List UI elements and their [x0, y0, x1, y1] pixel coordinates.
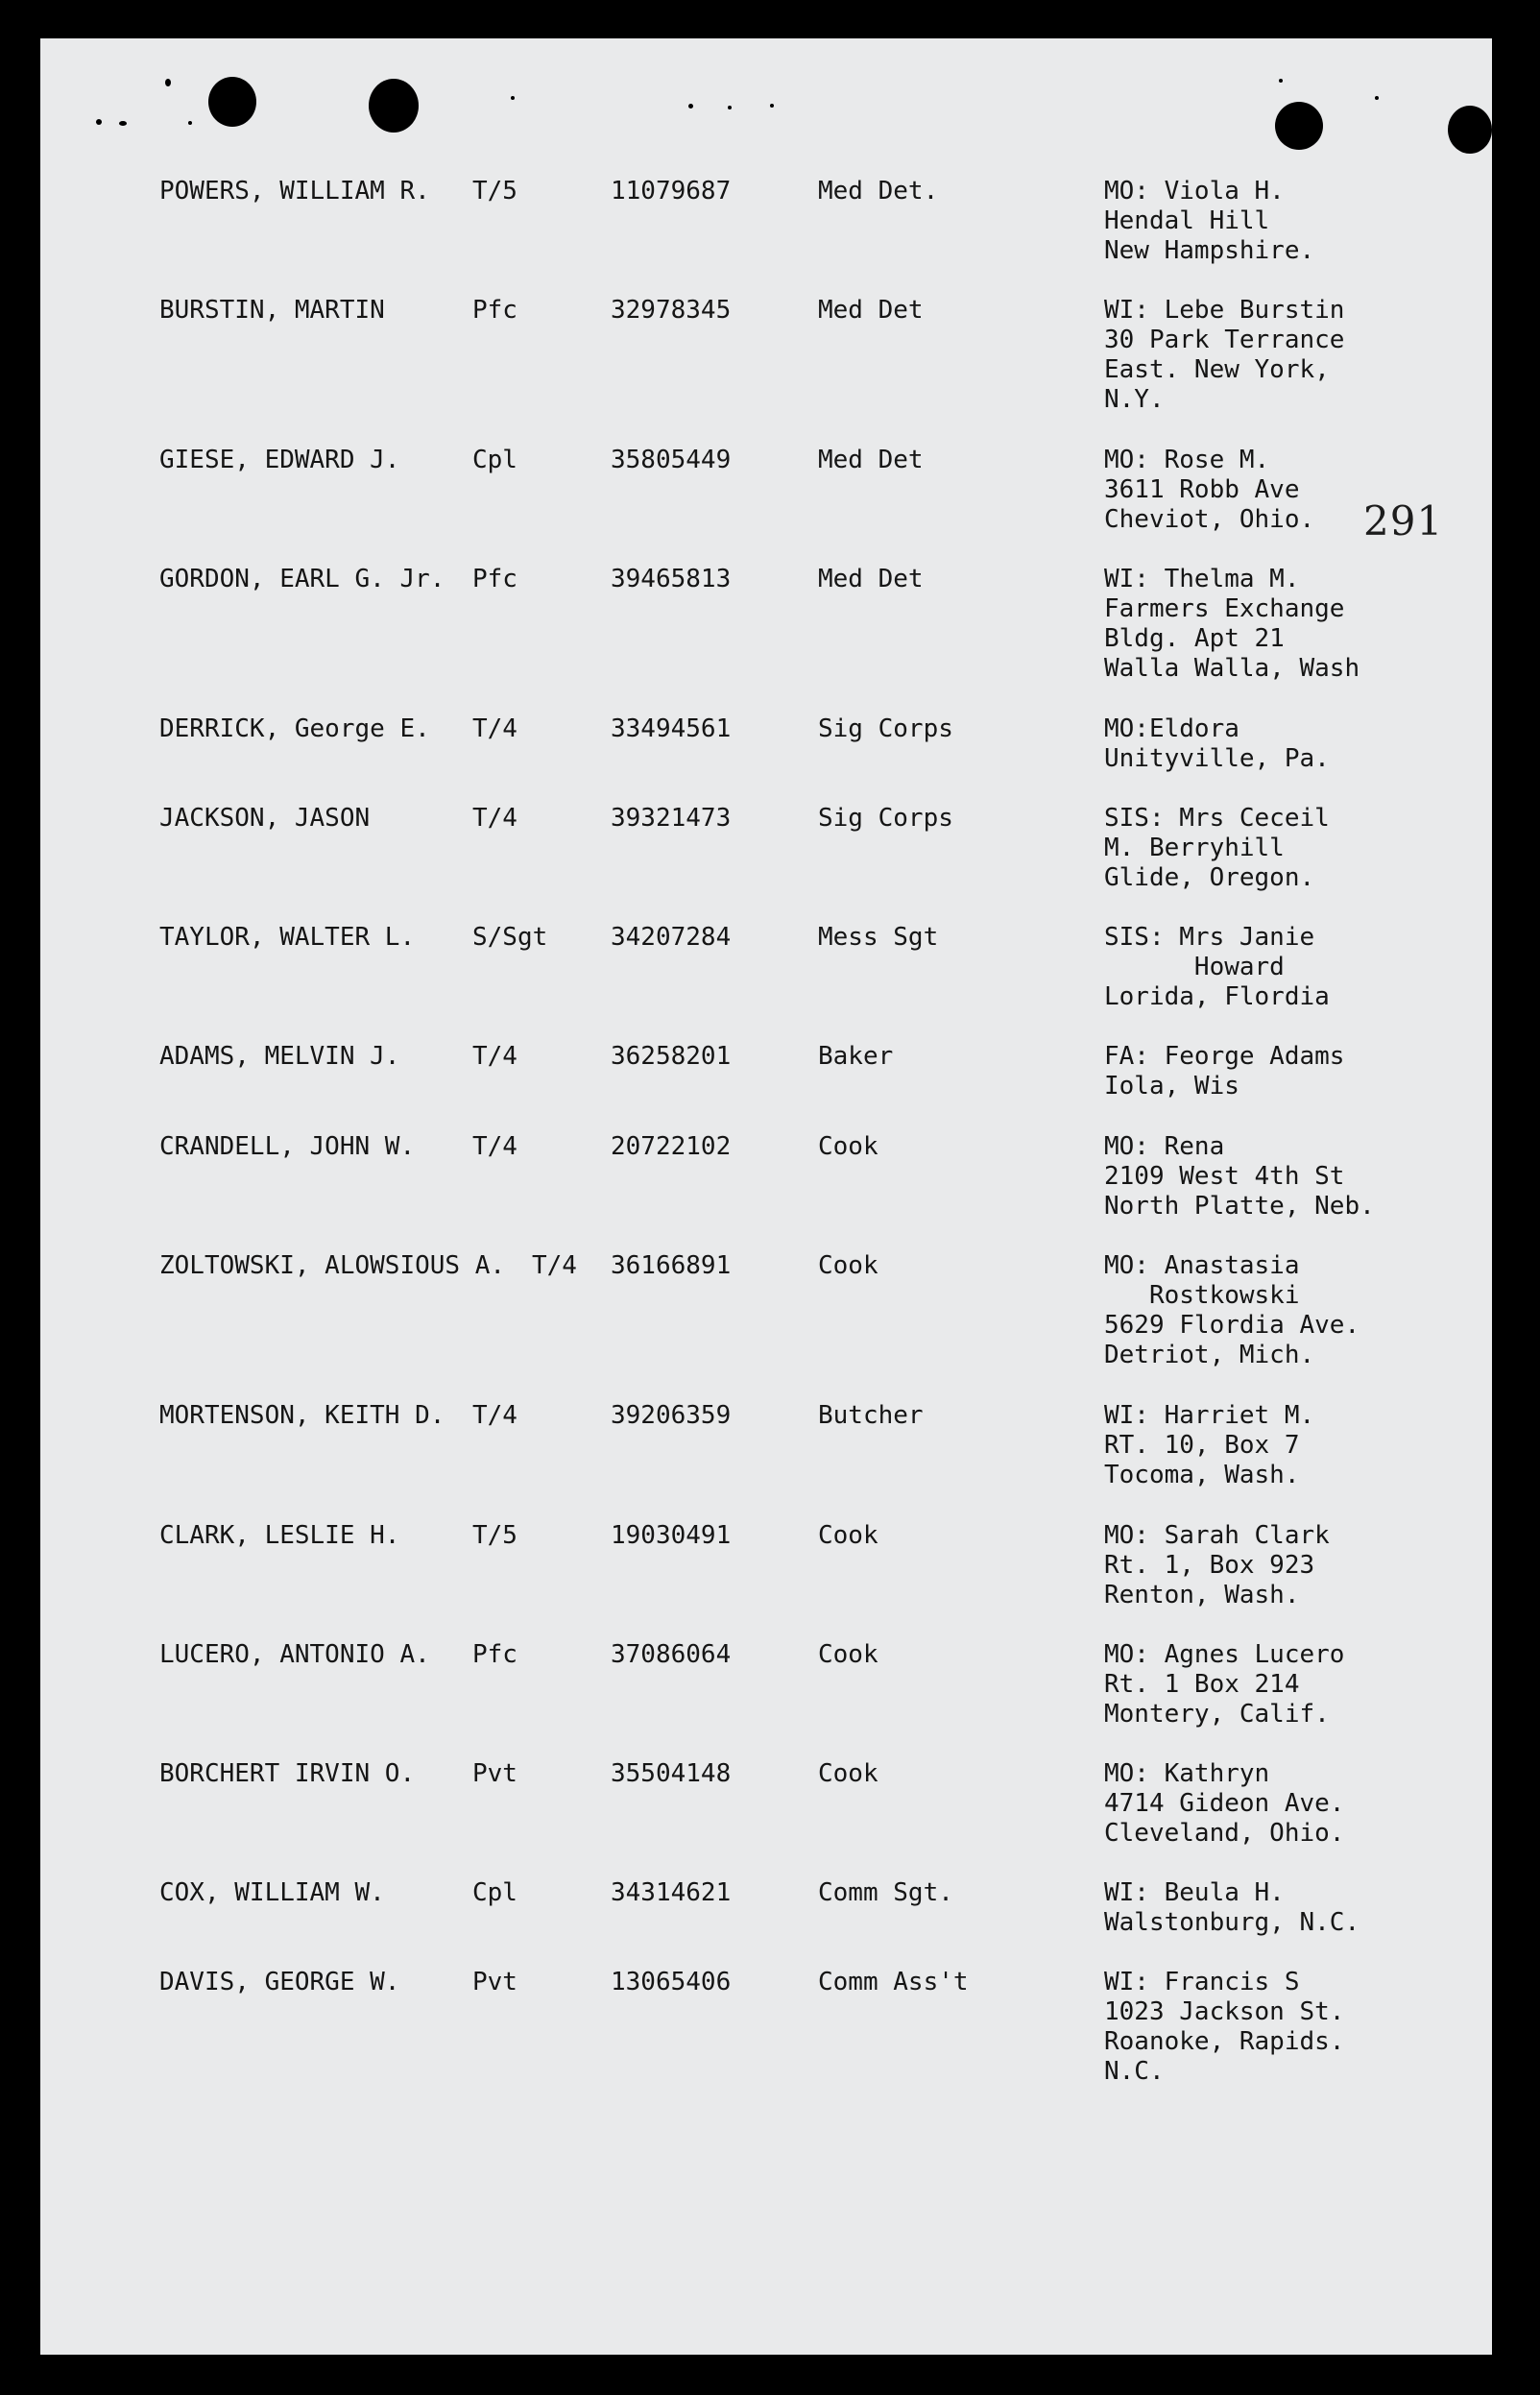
record-serial-number: 20722102 [611, 1132, 732, 1161]
record-next-of-kin [1104, 1042, 1344, 1101]
record-name: JACKSON, JASON [159, 804, 371, 833]
next-of-kin-line: Rt. 1 Box 214 [1104, 1670, 1300, 1699]
next-of-kin-line: RT. 10, Box 7 [1104, 1431, 1300, 1460]
next-of-kin-line: Iola, Wis [1104, 1072, 1239, 1101]
record-name: GORDON, EARL G. Jr. [159, 565, 445, 593]
next-of-kin-line: SIS: Mrs Ceceil [1104, 804, 1330, 833]
record-name: CRANDELL, JOHN W. [159, 1132, 416, 1161]
record-next-of-kin [1104, 565, 1360, 684]
record-serial-number: 34207284 [611, 923, 732, 952]
record-next-of-kin [1104, 1878, 1360, 1938]
next-of-kin-line: 1023 Jackson St. [1104, 1997, 1345, 2026]
record-rank: T/5 [472, 177, 517, 206]
speck [688, 104, 693, 109]
next-of-kin-line: WI: Beula H. [1104, 1878, 1285, 1907]
record-rank: T/4 [472, 1401, 517, 1430]
next-of-kin-line: Detriot, Mich. [1104, 1341, 1315, 1369]
next-of-kin-line: Cleveland, Ohio. [1104, 1819, 1345, 1848]
next-of-kin-line: WI: Francis S [1104, 1968, 1300, 1996]
next-of-kin-line: New Hampshire. [1104, 236, 1315, 265]
next-of-kin-line: WI: Harriet M. [1104, 1401, 1315, 1430]
record-rank: S/Sgt [472, 923, 548, 952]
record-name: GIESE, EDWARD J. [159, 446, 400, 474]
speck [770, 104, 774, 108]
next-of-kin-line: MO: Anastasia [1104, 1251, 1300, 1280]
next-of-kin-line: Hendal Hill [1104, 206, 1270, 235]
next-of-kin-line: N.Y. [1104, 385, 1165, 414]
next-of-kin-line: FA: Feorge Adams [1104, 1042, 1345, 1071]
record-unit: Cook [818, 1251, 878, 1280]
record-unit: Sig Corps [818, 714, 953, 743]
record-rank: Pvt [472, 1968, 517, 1996]
speck [511, 96, 515, 100]
record-next-of-kin [1104, 1759, 1344, 1849]
next-of-kin-line: Roanoke, Rapids. [1104, 2027, 1345, 2056]
record-serial-number: 35805449 [611, 446, 732, 474]
record-rank: Pfc [472, 1640, 517, 1669]
record-rank: T/4 [472, 1132, 517, 1161]
next-of-kin-line: Tocoma, Wash. [1104, 1461, 1300, 1489]
next-of-kin-line: Howard [1104, 953, 1285, 981]
record-next-of-kin [1104, 1401, 1314, 1490]
speck [96, 119, 102, 125]
record-next-of-kin [1104, 804, 1330, 893]
next-of-kin-line: North Platte, Neb. [1104, 1192, 1375, 1221]
record-next-of-kin [1104, 1521, 1330, 1610]
record-unit: Sig Corps [818, 804, 953, 833]
next-of-kin-line: MO: Kathryn [1104, 1759, 1270, 1788]
record-next-of-kin [1104, 177, 1314, 266]
record-serial-number: 11079687 [611, 177, 732, 206]
speck [728, 106, 732, 109]
next-of-kin-line: M. Berryhill [1104, 834, 1285, 862]
record-serial-number: 19030491 [611, 1521, 732, 1550]
record-rank: T/4 [472, 804, 517, 833]
record-serial-number: 37086064 [611, 1640, 732, 1669]
record-unit: Mess Sgt [818, 923, 939, 952]
record-name: ZOLTOWSKI, ALOWSIOUS A. [159, 1251, 506, 1280]
record-unit: Cook [818, 1640, 878, 1669]
next-of-kin-line: N.C. [1104, 2057, 1165, 2086]
record-unit: Cook [818, 1521, 878, 1550]
record-name: COX, WILLIAM W. [159, 1878, 385, 1907]
speck [119, 121, 127, 126]
next-of-kin-line: MO: Agnes Lucero [1104, 1640, 1345, 1669]
document-page [40, 38, 1492, 2355]
record-serial-number: 13065406 [611, 1968, 732, 1996]
punch-hole-left-2 [369, 79, 419, 133]
next-of-kin-line: Cheviot, Ohio. [1104, 505, 1315, 534]
next-of-kin-line: Montery, Calif. [1104, 1700, 1330, 1729]
record-next-of-kin [1104, 296, 1344, 415]
next-of-kin-line: Walstonburg, N.C. [1104, 1908, 1360, 1937]
speck [1279, 79, 1283, 83]
next-of-kin-line: MO: Viola H. [1104, 177, 1285, 206]
record-rank: Pvt [472, 1759, 517, 1788]
record-rank: T/4 [472, 714, 517, 743]
next-of-kin-line: MO:Eldora [1104, 714, 1239, 743]
record-name: POWERS, WILLIAM R. [159, 177, 430, 206]
record-name: TAYLOR, WALTER L. [159, 923, 416, 952]
next-of-kin-line: 4714 Gideon Ave. [1104, 1789, 1345, 1818]
record-unit: Med Det [818, 296, 924, 325]
record-rank: Cpl [472, 446, 517, 474]
record-name: ADAMS, MELVIN J. [159, 1042, 400, 1071]
speck [1375, 96, 1379, 100]
record-rank: T/5 [472, 1521, 517, 1550]
record-serial-number: 35504148 [611, 1759, 732, 1788]
next-of-kin-line: Walla Walla, Wash [1104, 654, 1360, 683]
record-serial-number: 32978345 [611, 296, 732, 325]
record-serial-number: 33494561 [611, 714, 732, 743]
record-unit: Cook [818, 1132, 878, 1161]
record-unit: Med Det [818, 565, 924, 593]
punch-hole-edge [1448, 106, 1492, 154]
record-next-of-kin [1104, 923, 1330, 1012]
next-of-kin-line: 3611 Robb Ave [1104, 475, 1300, 504]
record-name: CLARK, LESLIE H. [159, 1521, 400, 1550]
next-of-kin-line: Renton, Wash. [1104, 1581, 1300, 1609]
record-rank: Pfc [472, 565, 517, 593]
record-unit: Comm Ass't [818, 1968, 969, 1996]
record-next-of-kin [1104, 446, 1314, 535]
record-serial-number: 34314621 [611, 1878, 732, 1907]
next-of-kin-line: SIS: Mrs Janie [1104, 923, 1315, 952]
record-next-of-kin [1104, 1968, 1344, 2087]
record-next-of-kin [1104, 1132, 1375, 1222]
record-unit: Med Det. [818, 177, 939, 206]
next-of-kin-line: WI: Lebe Burstin [1104, 296, 1345, 325]
record-name: DERRICK, George E. [159, 714, 430, 743]
next-of-kin-line: MO: Rena [1104, 1132, 1225, 1161]
record-name: MORTENSON, KEITH D. [159, 1401, 445, 1430]
next-of-kin-line: Unityville, Pa. [1104, 744, 1330, 773]
record-serial-number: 39206359 [611, 1401, 732, 1430]
record-rank: Cpl [472, 1878, 517, 1907]
record-serial-number: 36166891 [611, 1251, 732, 1280]
punch-hole-left [208, 77, 256, 127]
next-of-kin-line: East. New York, [1104, 355, 1330, 384]
record-rank: T/4 [472, 1042, 517, 1071]
record-rank: Pfc [472, 296, 517, 325]
next-of-kin-line: Rostkowski [1104, 1281, 1300, 1310]
next-of-kin-line: MO: Rose M. [1104, 446, 1270, 474]
next-of-kin-line: Bldg. Apt 21 [1104, 624, 1285, 653]
record-unit: Comm Sgt. [818, 1878, 953, 1907]
record-name: BORCHERT IRVIN O. [159, 1759, 416, 1788]
next-of-kin-line: Lorida, Flordia [1104, 982, 1330, 1011]
punch-hole-right [1275, 102, 1323, 150]
next-of-kin-line: WI: Thelma M. [1104, 565, 1300, 593]
next-of-kin-line: Rt. 1, Box 923 [1104, 1551, 1315, 1580]
record-unit: Med Det [818, 446, 924, 474]
record-serial-number: 36258201 [611, 1042, 732, 1071]
record-serial-number: 39321473 [611, 804, 732, 833]
record-name: LUCERO, ANTONIO A. [159, 1640, 430, 1669]
record-next-of-kin [1104, 1640, 1344, 1730]
record-next-of-kin [1104, 714, 1330, 774]
record-next-of-kin [1104, 1251, 1360, 1370]
record-name: BURSTIN, MARTIN [159, 296, 385, 325]
next-of-kin-line: 5629 Flordia Ave. [1104, 1311, 1360, 1340]
record-unit: Cook [818, 1759, 878, 1788]
next-of-kin-line: 30 Park Terrance [1104, 326, 1345, 354]
page-number: 291 [1363, 497, 1444, 544]
record-unit: Butcher [818, 1401, 924, 1430]
next-of-kin-line: MO: Sarah Clark [1104, 1521, 1330, 1550]
next-of-kin-line: Farmers Exchange [1104, 594, 1345, 623]
record-unit: Baker [818, 1042, 894, 1071]
record-name: DAVIS, GEORGE W. [159, 1968, 400, 1996]
speck [188, 121, 192, 125]
speck [165, 79, 171, 86]
next-of-kin-line: Glide, Oregon. [1104, 863, 1315, 892]
next-of-kin-line: 2109 West 4th St [1104, 1162, 1345, 1191]
record-serial-number: 39465813 [611, 565, 732, 593]
record-rank: T/4 [532, 1251, 577, 1280]
